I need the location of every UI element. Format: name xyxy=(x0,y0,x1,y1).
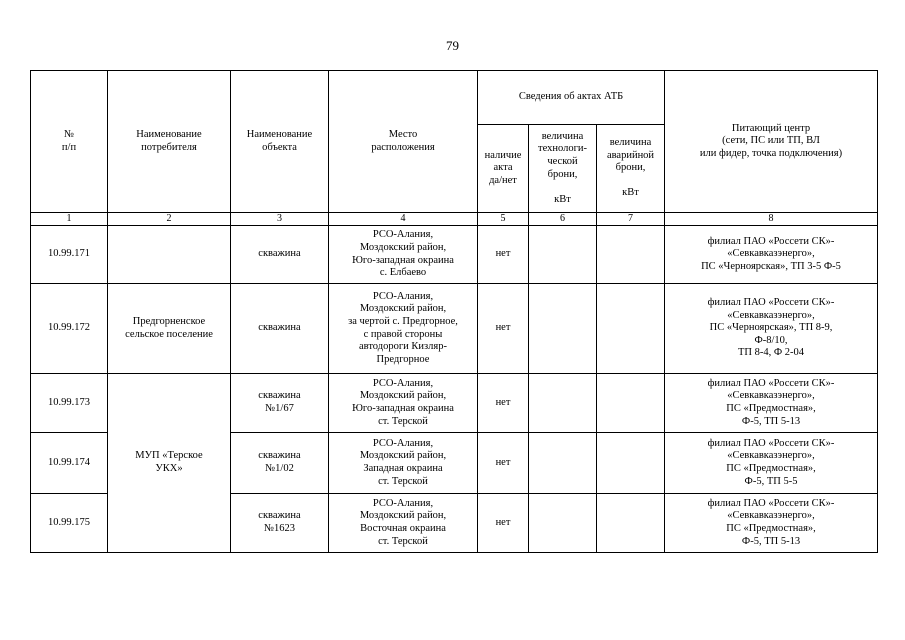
header-no: № п/п xyxy=(31,71,108,213)
row-object: скважина №1623 xyxy=(231,494,329,553)
row-location: РСО-Алания, Моздокский район, за чертой с. Предгорное, с правой стороны автодороги Кизляр- Предгорное xyxy=(329,284,478,374)
header-consumer: Наименование потребителя xyxy=(108,71,231,213)
header-location: Место расположения xyxy=(329,71,478,213)
page-number: 79 xyxy=(446,38,459,53)
row-power-center: филиал ПАО «Россети СК»- «Севкавказэнерго», ПС «Предмостная», Ф-5, ТП 5-13 xyxy=(665,374,878,433)
column-number: 1 xyxy=(31,213,108,226)
row-power-center: филиал ПАО «Россети СК»- «Севкавказэнерго», ПС «Предмостная», Ф-5, ТП 5-13 xyxy=(665,494,878,553)
header-act: наличие акта да/нет xyxy=(478,125,529,213)
row-emergency-reserve xyxy=(597,494,665,553)
row-tech-reserve xyxy=(529,374,597,433)
row-power-center: филиал ПАО «Россети СК»- «Севкавказэнерго», ПС «Предмостная», Ф-5, ТП 5-5 xyxy=(665,433,878,494)
row-consumer: Предгорненское сельское поселение xyxy=(108,284,231,374)
row-object: скважина №1/67 xyxy=(231,374,329,433)
row-number: 10.99.173 xyxy=(31,374,108,433)
row-object: скважина xyxy=(231,284,329,374)
row-act: нет xyxy=(478,433,529,494)
row-object: скважина xyxy=(231,226,329,284)
row-tech-reserve xyxy=(529,284,597,374)
row-act: нет xyxy=(478,284,529,374)
header-emergency-reserve: величина аварийной брони, кВт xyxy=(597,125,665,213)
row-number: 10.99.171 xyxy=(31,226,108,284)
header-object: Наименование объекта xyxy=(231,71,329,213)
row-location: РСО-Алания, Моздокский район, Юго-западная окраина с. Елбаево xyxy=(329,226,478,284)
header-tech-reserve: величина технологи- ческой брони, кВт xyxy=(529,125,597,213)
row-act: нет xyxy=(478,374,529,433)
column-number: 8 xyxy=(665,213,878,226)
table-row xyxy=(31,226,878,284)
column-numbers-row xyxy=(31,213,878,226)
header-power-center: Питающий центр (сети, ПС или ТП, ВЛ или фидер, точка подключения) xyxy=(665,71,878,213)
header-atb-group: Сведения об актах АТБ xyxy=(478,71,665,125)
column-number: 5 xyxy=(478,213,529,226)
row-location: РСО-Алания, Моздокский район, Западная окраина ст. Терской xyxy=(329,433,478,494)
row-tech-reserve xyxy=(529,494,597,553)
row-location: РСО-Алания, Моздокский район, Восточная окраина ст. Терской xyxy=(329,494,478,553)
row-object: скважина №1/02 xyxy=(231,433,329,494)
table-row xyxy=(31,374,878,433)
row-location: РСО-Алания, Моздокский район, Юго-западная окраина ст. Терской xyxy=(329,374,478,433)
row-emergency-reserve xyxy=(597,226,665,284)
row-emergency-reserve xyxy=(597,433,665,494)
column-number: 2 xyxy=(108,213,231,226)
row-tech-reserve xyxy=(529,433,597,494)
column-number: 4 xyxy=(329,213,478,226)
table-row xyxy=(31,284,878,374)
row-emergency-reserve xyxy=(597,374,665,433)
row-number: 10.99.172 xyxy=(31,284,108,374)
row-act: нет xyxy=(478,226,529,284)
row-act: нет xyxy=(478,494,529,553)
row-consumer-merged: МУП «Терское УКХ» xyxy=(108,374,231,553)
row-number: 10.99.175 xyxy=(31,494,108,553)
row-consumer xyxy=(108,226,231,284)
row-power-center: филиал ПАО «Россети СК»- «Севкавказэнерго», ПС «Черноярская», ТП 3-5 Ф-5 xyxy=(665,226,878,284)
row-emergency-reserve xyxy=(597,284,665,374)
column-number: 6 xyxy=(529,213,597,226)
data-table xyxy=(30,70,878,553)
row-power-center: филиал ПАО «Россети СК»- «Севкавказэнерго», ПС «Черноярская», ТП 8-9, Ф-8/10, ТП 8-4, Ф 2-04 xyxy=(665,284,878,374)
row-tech-reserve xyxy=(529,226,597,284)
column-number: 7 xyxy=(597,213,665,226)
column-number: 3 xyxy=(231,213,329,226)
row-number: 10.99.174 xyxy=(31,433,108,494)
